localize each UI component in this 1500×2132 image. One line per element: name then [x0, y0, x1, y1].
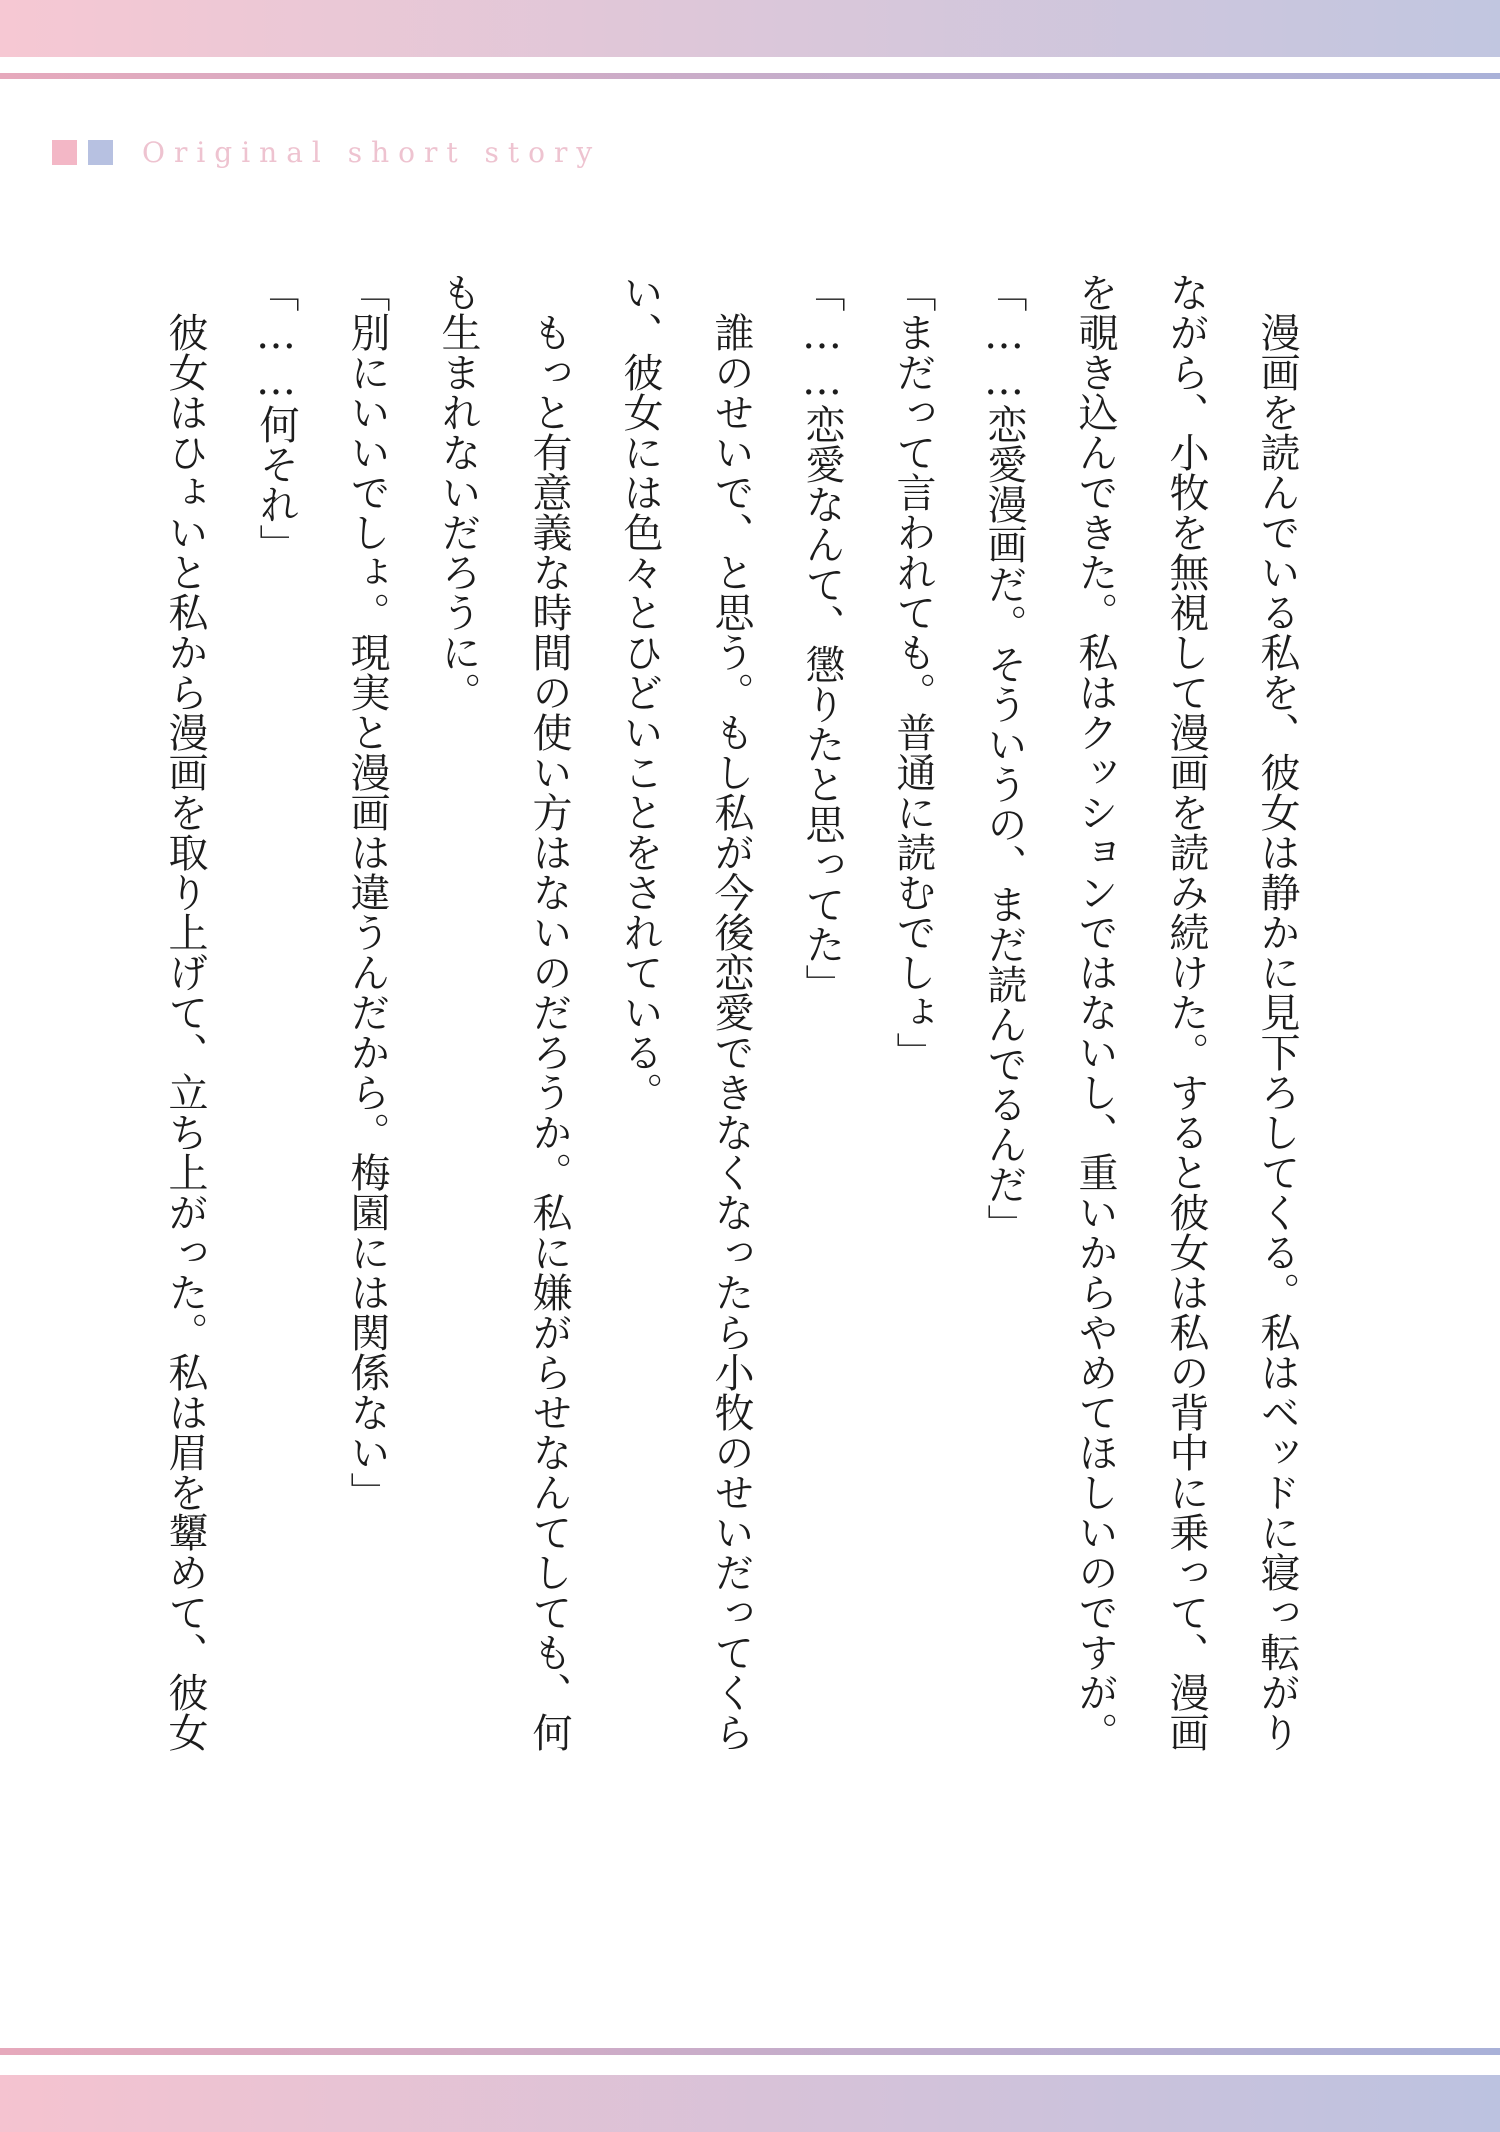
story-paragraph: 「……恋愛漫画だ。そういうの、まだ読んでるんだ」	[981, 272, 1027, 1244]
story-paragraph: 漫画を読んでいる私を、彼女は静かに見下ろしてくる。私はベッドに寝っ転がりながら、小牧を無視して漫画を読み続けた。すると彼女は私の背中に乗って、漫画を覗き込んできた。私はクッションではないし、重いからやめてほしいのですが。	[1072, 272, 1300, 1752]
bottom-gradient-line	[0, 2048, 1500, 2055]
blue-square-icon	[88, 140, 113, 165]
story-paragraph: 彼女はひょいと私から漫画を取り上げて、立ち上がった。私は眉を顰めて、彼女	[162, 312, 208, 1752]
story-paragraph: 「まだって言われても。普通に読むでしょ」	[890, 272, 936, 1072]
story-paragraph: 誰のせいで、と思う。もし私が今後恋愛できなくなったら小牧のせいだってくらい、彼女には色々とひどいことをされている。	[617, 272, 754, 1752]
story	[139, 272, 1322, 1772]
top-gradient-line	[0, 73, 1500, 79]
bottom-gradient-band	[0, 2075, 1500, 2132]
story-paragraph: 「……恋愛なんて、懲りたと思ってた」	[799, 272, 845, 1004]
top-gradient-band	[0, 0, 1500, 57]
page-title: Original short story	[142, 136, 602, 169]
story-paragraph: 「別にいいでしょ。現実と漫画は違うんだから。梅園には関係ない」	[344, 272, 390, 1512]
story-paragraph: 「……何それ」	[253, 272, 299, 564]
story-paragraph: もっと有意義な時間の使い方はないのだろうか。私に嫌がらせなんてしても、何も生まれないだろうに。	[435, 272, 572, 1752]
pink-square-icon	[52, 140, 77, 165]
page-header	[52, 136, 601, 169]
